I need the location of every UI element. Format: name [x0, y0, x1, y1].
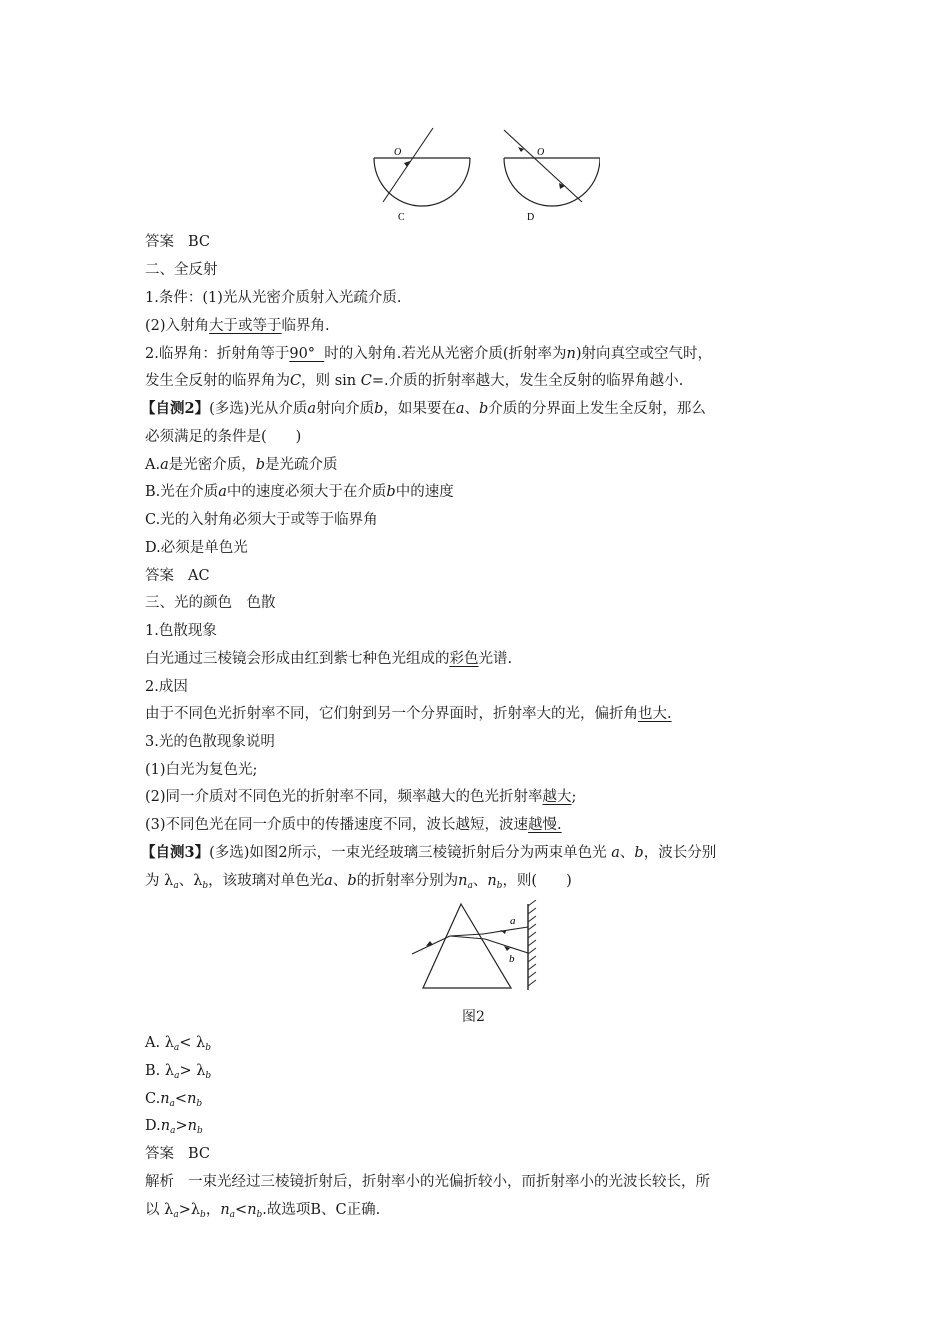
figure-d-label: D [527, 212, 535, 223]
question-2-option-d: D.必须是单色光 [145, 540, 248, 556]
question-2-option-b: B.光在介质a中的速度必须大于在介质b中的速度 [145, 484, 454, 500]
question-3-option-d: $D.n_a>n_b$ [145, 1118, 203, 1136]
dispersion-heading-2: 2.成因 [145, 679, 188, 695]
figure-c-center-label: O [394, 147, 402, 158]
prism-figure [408, 900, 578, 996]
dispersion-point-2: (2)同一介质对不同色光的折射率不同，频率越大的色光折射率越大; [145, 789, 577, 805]
section-title-dispersion: 三、光的颜色 色散 [145, 595, 276, 611]
question-2-line-2: 必须满足的条件是( ) [145, 429, 302, 445]
answer-2: 答案 AC [145, 568, 210, 584]
answer-3: 答案 BC [145, 1146, 211, 1162]
condition-line: 1.条件：(1)光从光密介质射入光疏介质. [145, 290, 402, 306]
answer-value: BC [188, 234, 211, 250]
question-3-option-a: A. $\lambda_a< \lambda_b$ [145, 1035, 212, 1053]
prism-label-b: b [509, 953, 515, 965]
answer-label: 答案 [145, 234, 174, 250]
question-3-line-2: 为 $\lambda_a$、$\lambda_b$，该玻璃对单色光a、b的折射率分别为$n_a$、$n_b$，则( ) [145, 873, 572, 891]
question-3-option-c: $C.n_a<n_b$ [145, 1091, 203, 1109]
dispersion-heading-1: 1.色散现象 [145, 623, 217, 639]
figure-d-center-label: O [537, 147, 545, 158]
question-3: 【自测3】(多选)如图2所示，一束光经玻璃三棱镜折射后分为两束单色光 a、b，波长分别 [141, 844, 717, 861]
question-2-option-c: C.光的入射角必须大于或等于临界角 [145, 512, 378, 528]
condition-line-2: (2)入射角大于或等于临界角. [145, 318, 330, 334]
prism-label-a: a [510, 915, 516, 927]
dispersion-text-2: 由于不同色光折射率不同，它们射到另一个分界面时，折射率大的光，偏折角也大. [145, 706, 672, 722]
question-2-option-a: A.a是光密介质，b是光疏介质 [145, 457, 338, 473]
question-2: 【自测2】(多选)光从介质a射向介质b，如果要在a、b介质的分界面上发生全反射，那么 [141, 400, 706, 417]
figure-c [374, 128, 470, 223]
critical-angle-line: 2.临界角：折射角等于90° 时的入射角.若光从光密介质(折射率为n)射向真空或空气时， [145, 346, 713, 362]
figure-2-caption: 图2 [462, 1009, 485, 1025]
section-title-total-reflection: 二、全反射 [145, 262, 218, 278]
dispersion-point-1: (1)白光为复色光; [145, 762, 258, 778]
dispersion-heading-3: 3.光的色散现象说明 [145, 734, 275, 750]
question-3-option-b: B. $\lambda_a> \lambda_b$ [145, 1063, 212, 1081]
dispersion-point-3: (3)不同色光在同一介质中的传播速度不同，波长越短，波速越慢. [145, 817, 562, 833]
figure-c-label: C [398, 212, 405, 223]
explanation-line-2: 以 $\lambda_a>\lambda_b$，$n_a<n_b$.故选项B、C正确. [145, 1202, 381, 1220]
explanation: 解析 一束光经过三棱镜折射后，折射率小的光偏折较小，而折射率小的光波长较长，所 [145, 1174, 710, 1190]
dispersion-text-1: 白光通过三棱镜会形成由红到紫七种色光组成的彩色光谱. [145, 651, 513, 667]
semicircle-figures [360, 122, 600, 227]
figure-d [504, 130, 600, 223]
answer-1 [145, 232, 210, 252]
critical-angle-line-2: 发生全反射的临界角为C，则 sin C=.介质的折射率越大，发生全反射的临界角越小. [145, 373, 684, 389]
